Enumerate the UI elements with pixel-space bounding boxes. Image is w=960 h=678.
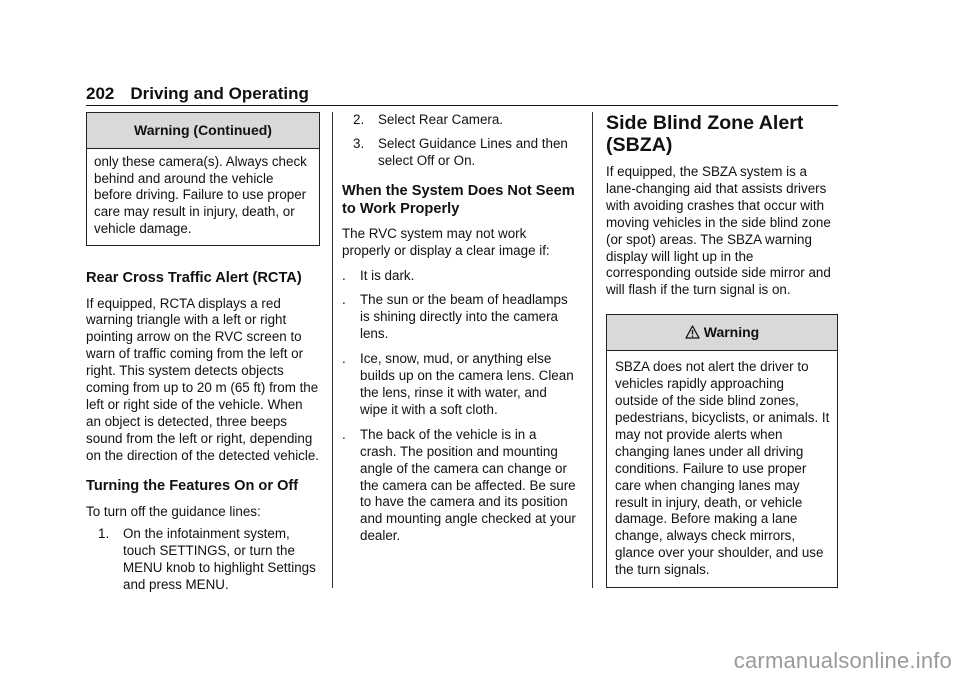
column-3 bbox=[606, 112, 838, 588]
step-2-text: Select Rear Camera. bbox=[378, 112, 504, 127]
bullet-mark: . bbox=[342, 267, 346, 283]
step-3 bbox=[342, 136, 576, 170]
sbza-warning-title: Warning bbox=[703, 324, 760, 341]
column-2 bbox=[342, 112, 576, 545]
bullet-item bbox=[342, 427, 576, 545]
step-2-number: 2. bbox=[353, 112, 365, 127]
step-3-number: 3. bbox=[353, 135, 365, 151]
page-number: 202 bbox=[86, 84, 115, 103]
sbza-heading: Side Blind Zone Alert (SBZA) bbox=[606, 112, 804, 156]
sbza-paragraph: If equipped, the SBZA system is a lane-changing aid that assists drivers with avoiding crashes that occur with moving vehicles in the side blind zone (or spot) areas. The SBZA warning display will light up in the corresponding outside side mirror and will flash if the turn signal is on. bbox=[606, 164, 831, 298]
bullet-text: It is dark. bbox=[360, 267, 415, 283]
bullet-item bbox=[342, 268, 576, 285]
bullet-mark: . bbox=[342, 351, 346, 367]
sbza-warning-box bbox=[606, 314, 838, 588]
step-1-number: 1. bbox=[98, 526, 110, 542]
not-work-heading: When the System Does Not Seem to Work Properly bbox=[342, 182, 575, 217]
header-rule bbox=[86, 105, 838, 106]
section-title: Driving and Operating bbox=[130, 84, 309, 103]
page-header bbox=[86, 84, 838, 104]
features-intro: To turn off the guidance lines: bbox=[86, 503, 261, 519]
features-heading: Turning the Features On or Off bbox=[86, 477, 299, 494]
column-1 bbox=[86, 112, 320, 594]
bullet-text: The back of the vehicle is in a crash. The position and mounting angle of the camera can change or the camera can be affected. Be sure to have the camera and its position and mounting angle checked at your dealer. bbox=[360, 426, 576, 544]
sbza-warning-text: SBZA does not alert the driver to vehicles rapidly approaching outside of the side blind zones, pedestrians, bicyclists, or animals. It may not provide alerts when changing lanes under all driving conditions. Failure to use proper care when changing lanes may result in injury, death, or vehicle damage. Before making a lane change, always check mirrors, glance over your shoulder, and use the turn signals. bbox=[615, 359, 830, 578]
rcta-paragraph: If equipped, RCTA displays a red warning triangle with a left or right pointing arrow on the RVC screen to warn of traffic coming from the left or right. This system detects objects coming from up to 20 m (65 ft) from the left or right side of the vehicle. When an object is detected, three beeps sound from the left or right, depending on the direction of the detected vehicle. bbox=[86, 295, 320, 463]
step-1-text: On the infotainment system, touch SETTINGS, or turn the MENU knob to highlight Settings and press MENU. bbox=[123, 526, 316, 593]
warning-continued-title: Warning (Continued) bbox=[87, 113, 319, 149]
bullet-text: The sun or the beam of headlamps is shining directly into the camera lens. bbox=[360, 292, 568, 342]
not-work-intro: The RVC system may not work properly or display a clear image if: bbox=[342, 225, 550, 258]
warning-triangle-icon bbox=[685, 325, 700, 339]
bullet-mark: . bbox=[342, 292, 346, 308]
bullet-item bbox=[342, 351, 576, 419]
warning-continued-box bbox=[86, 112, 320, 246]
step-1 bbox=[86, 526, 320, 594]
bullet-text: Ice, snow, mud, or anything else builds up on the camera lens. Clean the lens, rinse it with water, and wipe it with a soft cloth. bbox=[360, 351, 574, 417]
column-divider-1 bbox=[332, 112, 333, 588]
watermark: carmanualsonline.info bbox=[733, 648, 952, 673]
bullet-mark: . bbox=[342, 426, 346, 442]
sbza-warning-header bbox=[607, 315, 837, 351]
warning-continued-text: only these camera(s). Always check behind and around the vehicle before driving. Failure to use proper care may result in injury, death, or vehicle damage. bbox=[94, 154, 307, 236]
header-line bbox=[86, 84, 838, 104]
rcta-heading: Rear Cross Traffic Alert (RCTA) bbox=[86, 269, 302, 286]
step-3-text: Select Guidance Lines and then select Off or On. bbox=[378, 135, 568, 168]
bullet-item bbox=[342, 292, 576, 343]
step-2 bbox=[342, 112, 576, 129]
column-divider-2 bbox=[592, 112, 593, 588]
